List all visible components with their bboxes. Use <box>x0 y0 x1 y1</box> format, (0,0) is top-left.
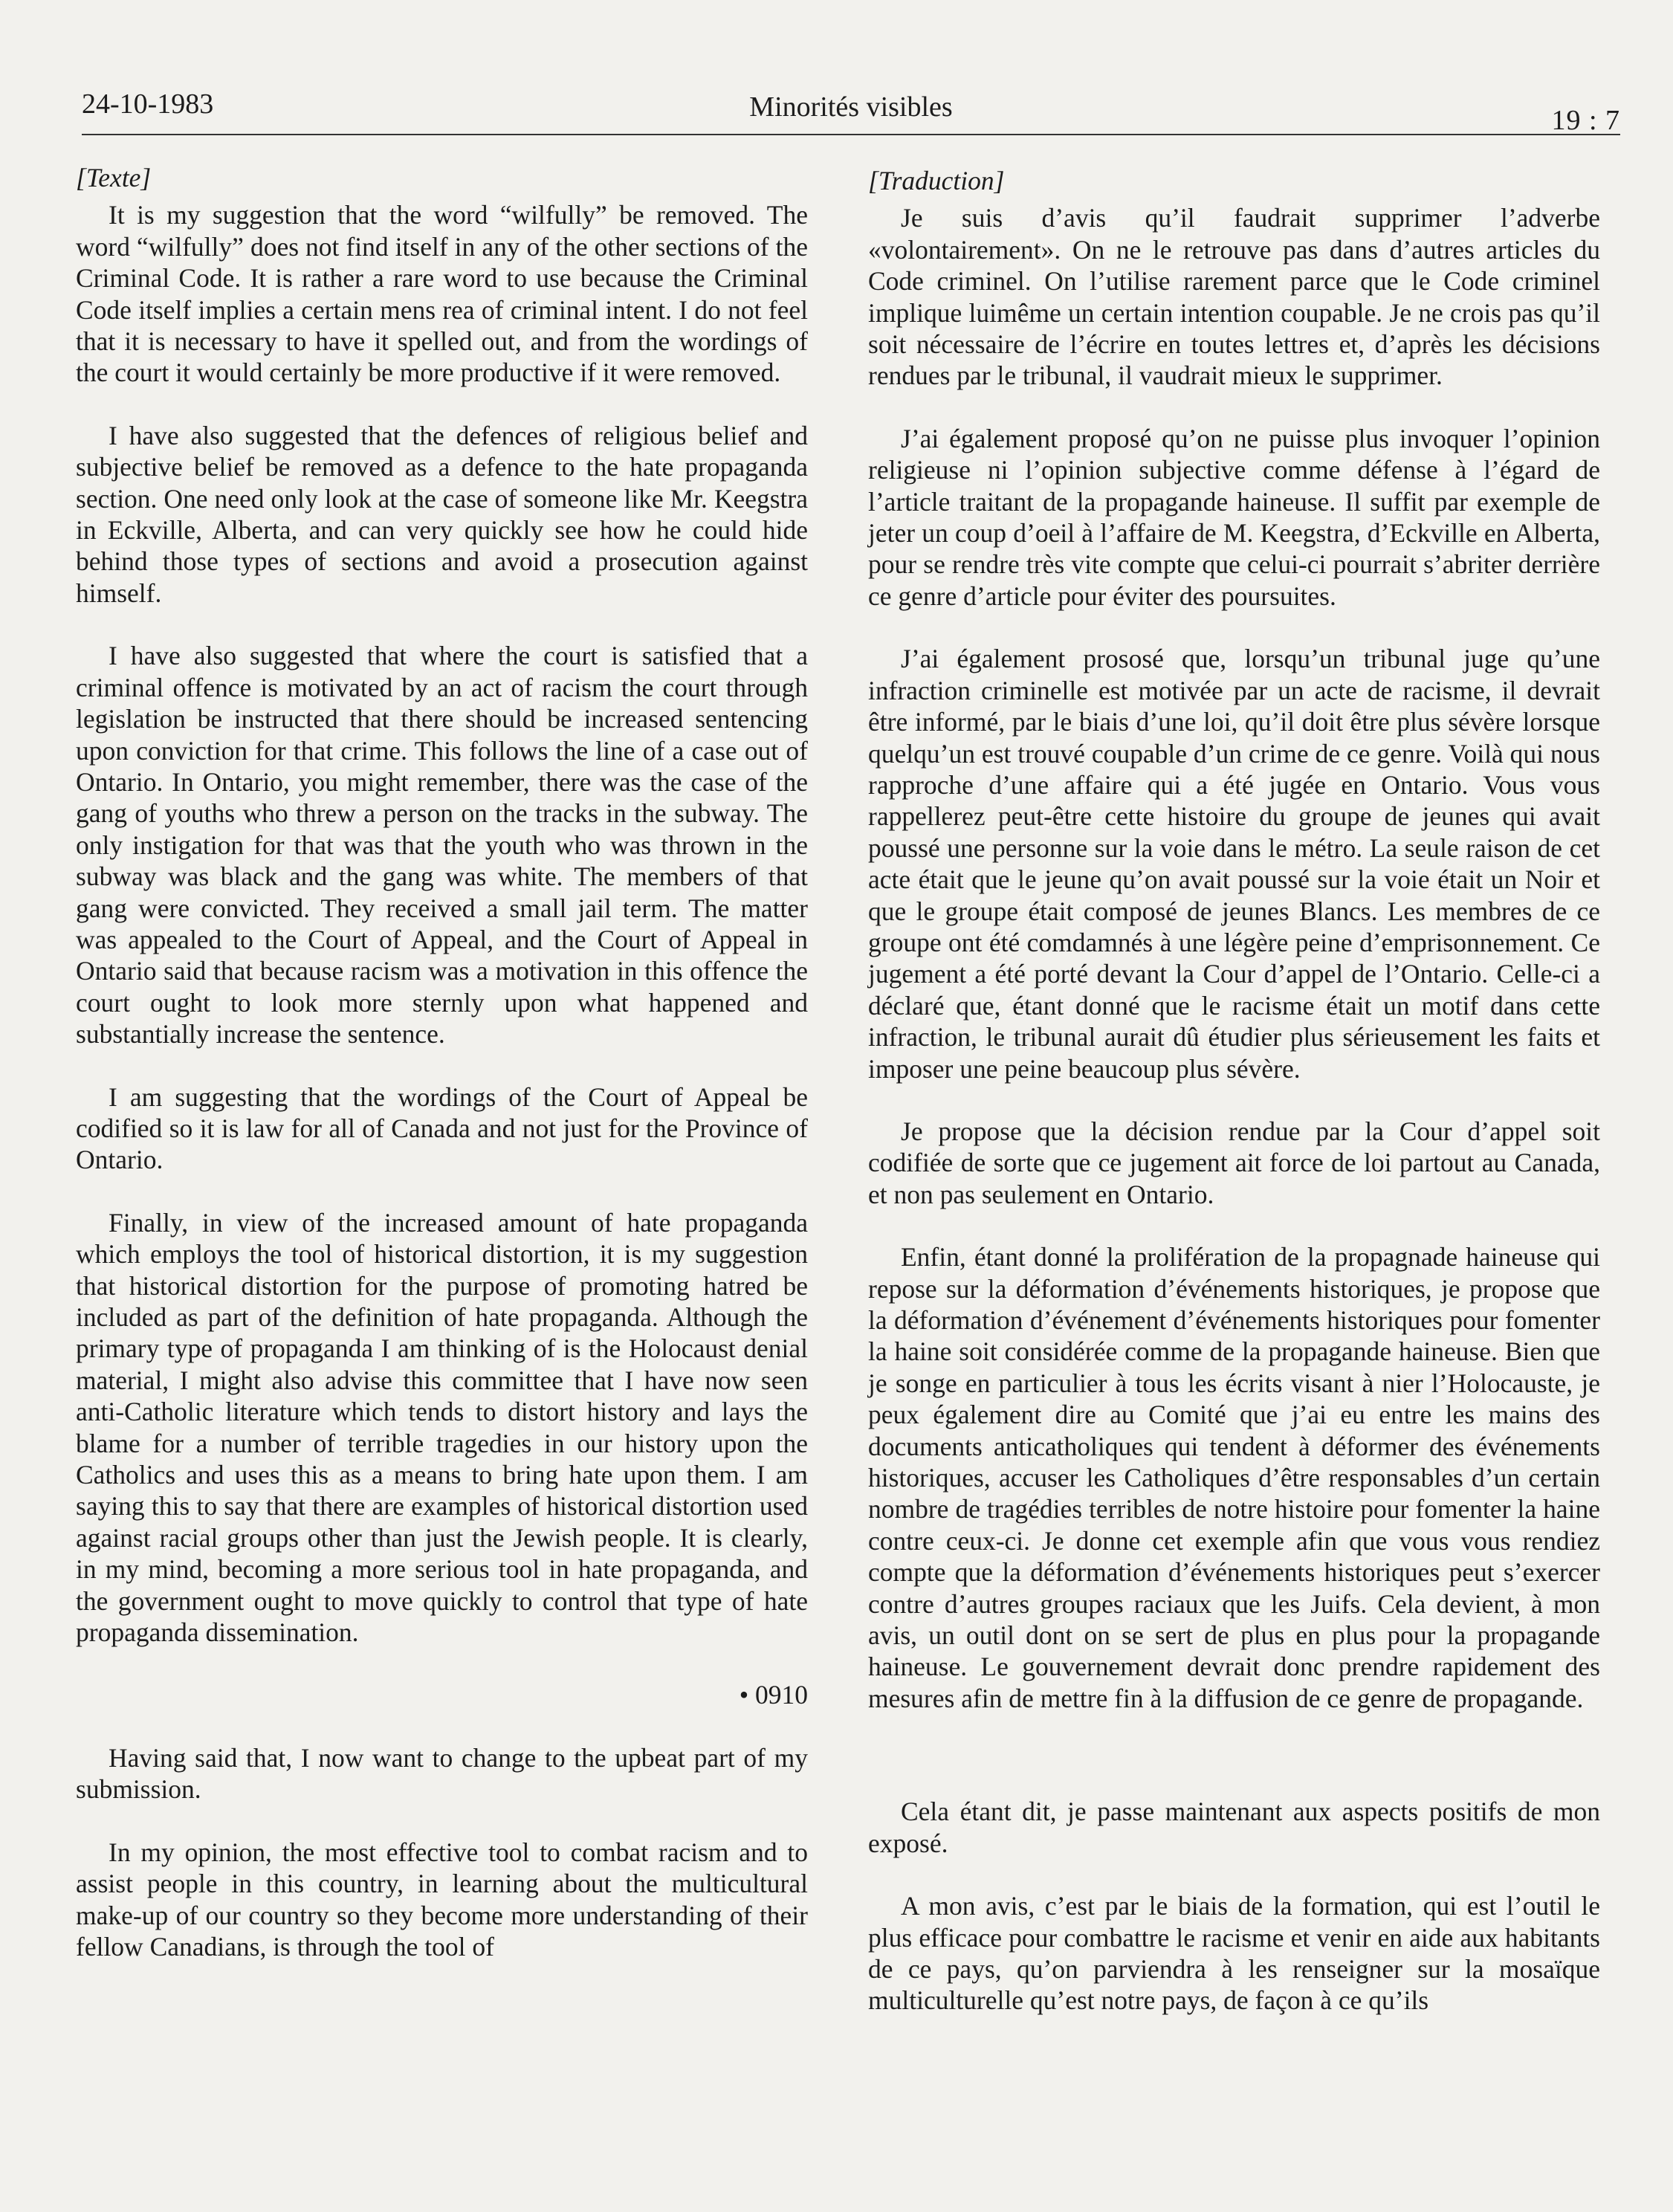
paragraph: A mon avis, c’est par le biais de la formation, qui est l’outil le plus efficace pour combattre le racisme et venir en aide aux habitants de ce pays, qu’on parviendra à les renseigner sur la mosaïque multiculturelle qu’est notre pays, de façon à ce qu’ils <box>868 1891 1600 2016</box>
paragraph: J’ai également prososé que, lorsqu’un tribunal juge qu’une infraction criminelle est motivée par un acte de racisme, il devrait être informé, par le biais d’une loi, qu’il doit être plus sévère lorsque quelqu’un est trouvé coupable d’un crime de ce genre. Voilà qui nous rapproche d’une affaire qui a été jugée en Ontario. Vous vous rappellerez peut-être cette histoire du groupe de jeunes qui avait poussé une personne sur la voie dans le métro. La seule raison de cet acte était que le jeune qu’on avait poussé sur la voie était un Noir et que le groupe était composé de jeunes Blancs. Les membres de ce groupe ont été comdamnés à une légère peine d’emprisonnement. Ce jugement a été porté devant la Cour d’appel de l’Ontario. Celle-ci a déclaré que, étant donné que le racisme était un motif dans cette infraction, le tribunal aurait dû étudier plus sérieusement les faits et imposer une peine beaucoup plus sévère. <box>868 644 1600 1084</box>
column-label-french: [Traduction] <box>868 166 1005 195</box>
paragraph: Je suis d’avis qu’il faudrait supprimer l’adverbe «volontairement». On ne le retrouve pas dans d’autres articles du Code criminel. On l’utilise rarement parce que le Code criminel implique luimême un certain intention coupable. Je ne crois pas qu’il soit nécessaire de l’écrire en toutes lettres et, d’après les décisions rendues par le tribunal, il vaudrait mieux le supprimer. <box>868 203 1600 391</box>
paragraph: Cela étant dit, je passe maintenant aux aspects positifs de mon exposé. <box>868 1797 1600 1858</box>
page-number: 19 : 7 <box>1551 105 1620 136</box>
column-label-english: [Texte] <box>76 163 152 193</box>
time-marker-value: 0910 <box>755 1680 808 1710</box>
paragraph: It is my suggestion that the word “wilfully” be removed. The word “wilfully” does not find itself in any of the other sections of the Criminal Code. It is rather a rare word to use because the Criminal Code itself implies a certain mens rea of criminal intent. I do not feel that it is necessary to have it spelled out, and from the wordings of the court it would certainly be more productive if it were removed. <box>76 200 808 388</box>
english-column <box>76 162 808 1993</box>
bullet-icon: • <box>739 1680 749 1710</box>
header-title: Minorités visibles <box>749 91 953 123</box>
paragraph: Finally, in view of the increased amount of hate propaganda which employs the tool of historical distortion, it is my suggestion that historical distortion for the purpose of promoting hatred be included as part of the definition of hate propaganda. Although the primary type of propaganda I am thinking of is the Holocaust denial material, I might also advise this committee that I have now seen anti-Catholic literature which tends to distort history and lays the blame for a number of terrible tragedies in our history upon the Catholics and uses this as a means to bring hate upon them. I am saying this to say that there are examples of historical distortion used against racial groups other than just the Jewish people. It is clearly, in my mind, becoming a more serious tool in hate propaganda, and the government ought to move quickly to control that type of hate propaganda dissemination. <box>76 1207 808 1648</box>
header-date: 24-10-1983 <box>82 88 214 120</box>
paragraph: Je propose que la décision rendue par la Cour d’appel soit codifiée de sorte que ce jugement ait force de loi partout au Canada, et non pas seulement en Ontario. <box>868 1116 1600 1209</box>
paragraph: Having said that, I now want to change to the upbeat part of my submission. <box>76 1742 808 1805</box>
paragraph: I have also suggested that the defences of religious belief and subjective belief be removed as a defence to the hate propaganda section. One need only look at the case of someone like Mr. Keegstra in Eckville, Alberta, and can very quickly see how he could hide behind those types of sections and avoid a prosecution against himself. <box>76 420 808 608</box>
paragraph: I am suggesting that the wordings of the Court of Appeal be codified so it is law for all of Canada and not just for the Province of Ontario. <box>76 1081 808 1175</box>
time-marker <box>76 1679 808 1710</box>
paragraph: In my opinion, the most effective tool to combat racism and to assist people in this country, in learning about the multicultural make-up of our country so they become more understanding of their fellow Canadians, is through the tool of <box>76 1837 808 1962</box>
paragraph: Enfin, étant donné la prolifération de la propagnade haineuse qui repose sur la déformation d’événements historiques, je propose que la déformation d’événement d’événements historiques pour fomenter la haine soit considérée comme de la propagande haineuse. Bien que je songe en particulier à tous les écrits visant à nier l’Holocauste, je peux également dire au Comité que j’ai eu entre les mains des documents anticatholiques qui tendent à déformer des événements historiques, accuser les Catholiques d’être responsables d’un certain nombre de tragédies terribles de notre histoire pour fomenter la haine contre ceux-ci. Je donne cet exemple afin que vous vous rendiez compte que la déformation d’événements historiques peut s’exercer contre d’autres groupes raciaux que les Juifs. Cela devient, à mon avis, un outil dont on se sert de plus en plus pour la propagande haineuse. Le gouvernement devrait donc prendre rapidement des mesures afin de mettre fin à la diffusion de ce genre de propagande. <box>868 1242 1600 1713</box>
paragraph: I have also suggested that where the court is satisfied that a criminal offence is motivated by an act of racism the court through legislation be instructed that there should be increased sentencing upon conviction for that crime. This follows the line of a case out of Ontario. In Ontario, you might remember, there was the case of the gang of youths who threw a person on the tracks in the subway. The only instigation for that was that the youth who was thrown in the subway was black and the gang was white. The members of that gang were convicted. They received a small jail term. The matter was appealed to the Court of Appeal, and the Court of Appeal in Ontario said that because racism was a motivation in this offence the court ought to look more sternly upon what happened and substantially increase the sentence. <box>76 641 808 1050</box>
french-column <box>868 165 1600 2048</box>
paragraph: J’ai également proposé qu’on ne puisse plus invoquer l’opinion religieuse ni l’opinion subjective comme défense à l’égard de l’article traitant de la propagande haineuse. Il suffit par exemple de jeter un coup d’oeil à l’affaire de M. Keegstra, d’Eckville en Alberta, pour se rendre très vite compte que celui-ci pourrait s’abriter derrière ce genre d’article pour éviter des poursuites. <box>868 423 1600 611</box>
page-header <box>82 88 1620 141</box>
header-rule <box>82 134 1620 135</box>
